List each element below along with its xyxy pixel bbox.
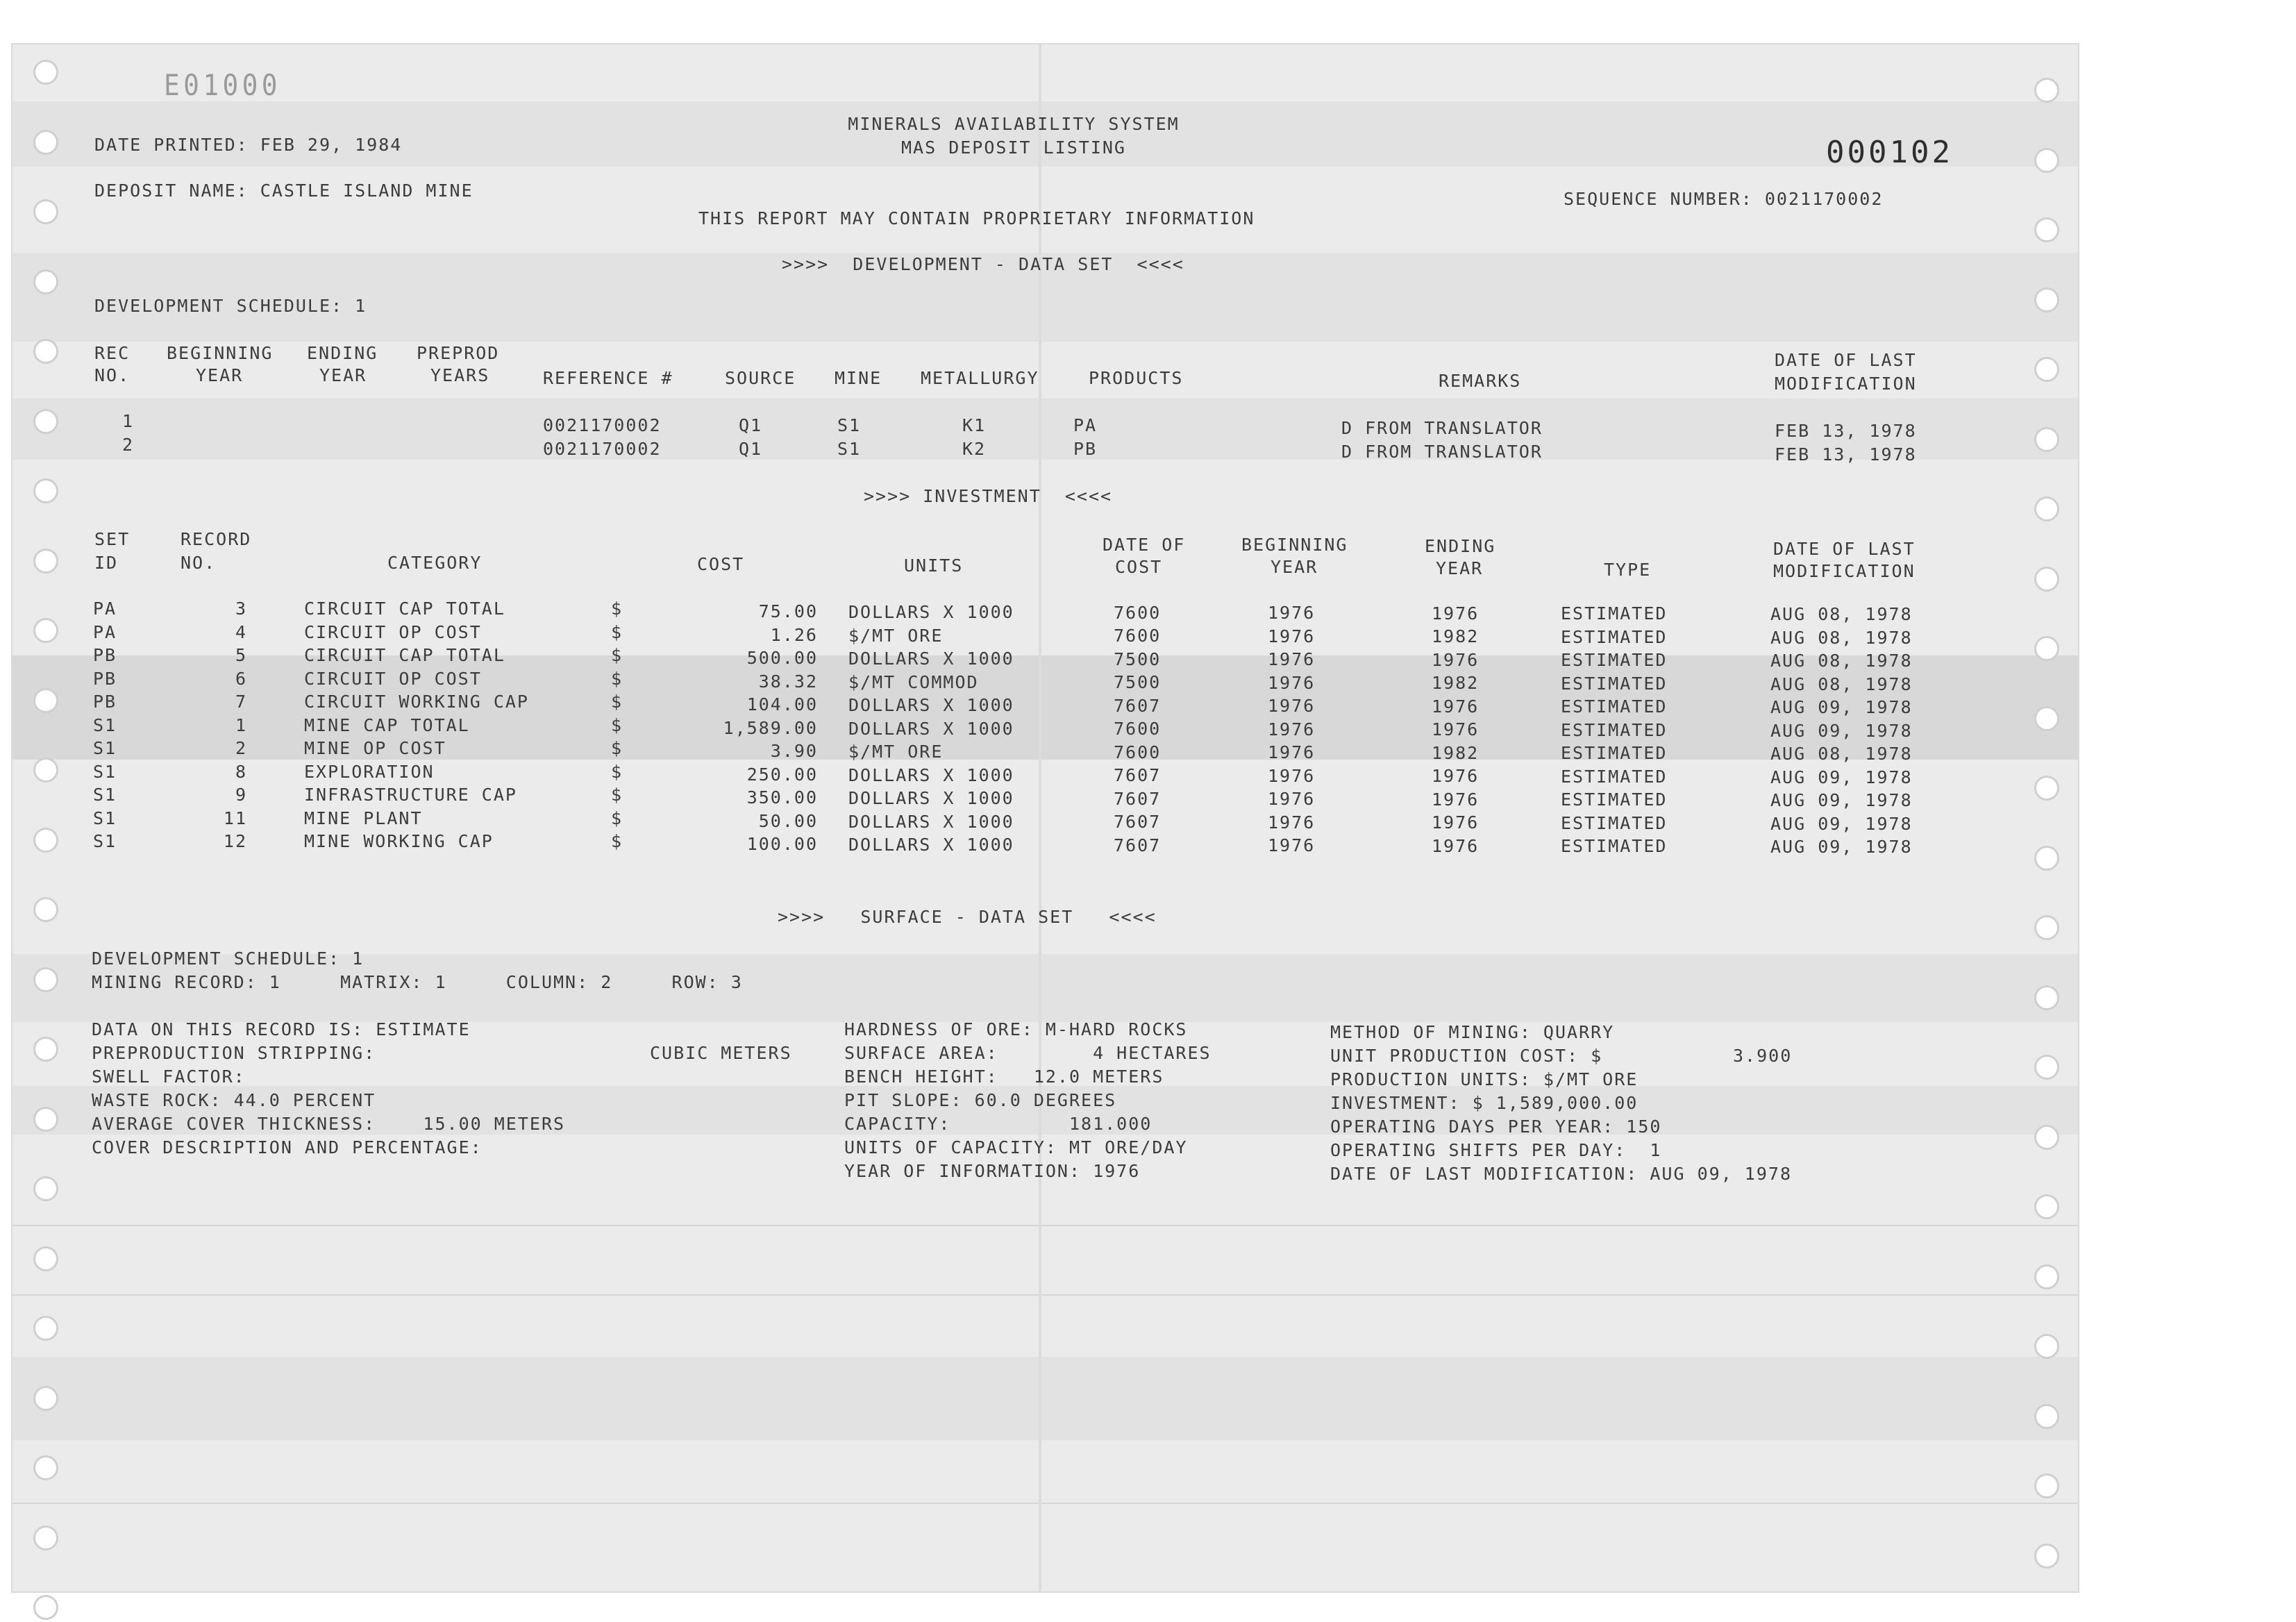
paper-band <box>12 399 2078 460</box>
tractor-hole <box>2034 567 2059 592</box>
dev-modified: FEB 13, 1978 <box>1775 421 1917 441</box>
inv-category: CIRCUIT CAP TOTAL <box>304 645 505 665</box>
sequence-number: SEQUENCE NUMBER: 0021170002 <box>1564 189 1884 209</box>
inv-header-date-of-cost-1: DATE OF <box>1103 535 1186 555</box>
inv-beginning-year: 1976 <box>1268 696 1316 716</box>
tractor-hole <box>2034 148 2059 173</box>
inv-set-id: PA <box>93 599 117 619</box>
stamp-number: E01000 <box>164 68 281 102</box>
inv-type: ESTIMATED <box>1561 650 1668 670</box>
inv-currency: $ <box>611 692 623 712</box>
dev-mine: S1 <box>837 415 862 435</box>
inv-date-of-cost: 7607 <box>1114 789 1162 809</box>
inv-date-of-cost: 7500 <box>1114 649 1162 669</box>
dev-rec-no: 2 <box>122 435 135 455</box>
tractor-hole <box>33 478 58 503</box>
inv-set-id: S1 <box>93 808 117 828</box>
inv-header-date-of-cost-2: COST <box>1115 557 1163 577</box>
inv-date-of-cost: 7500 <box>1114 672 1162 692</box>
inv-set-id: S1 <box>93 715 117 735</box>
dev-products: PB <box>1073 439 1098 459</box>
tractor-hole <box>2034 427 2059 452</box>
inv-type: ESTIMATED <box>1561 696 1668 717</box>
surface-preproduction-stripping: PREPRODUCTION STRIPPING: <box>92 1043 376 1063</box>
tractor-hole <box>33 758 58 783</box>
dev-source: Q1 <box>739 415 763 435</box>
surface-cover-thickness: AVERAGE COVER THICKNESS: 15.00 METERS <box>92 1114 566 1134</box>
inv-cost: 1,589.00 <box>723 718 818 738</box>
inv-units: DOLLARS X 1000 <box>848 602 1014 622</box>
inv-category: MINE WORKING CAP <box>304 831 494 851</box>
tractor-hole <box>33 1107 58 1132</box>
inv-ending-year: 1976 <box>1432 603 1480 624</box>
dev-remarks: D FROM TRANSLATOR <box>1341 442 1543 462</box>
tractor-hole <box>2034 1055 2059 1080</box>
inv-beginning-year: 1976 <box>1268 673 1316 693</box>
surface-cubic-meters: CUBIC METERS <box>650 1043 792 1063</box>
tractor-hole <box>2034 915 2059 940</box>
tractor-hole <box>33 1246 58 1271</box>
inv-header-ending-2: YEAR <box>1436 558 1484 578</box>
inv-beginning-year: 1976 <box>1268 835 1316 855</box>
tractor-hole <box>33 1525 58 1550</box>
inv-category: MINE CAP TOTAL <box>304 715 470 735</box>
inv-record-no: 9 <box>235 785 247 805</box>
inv-currency: $ <box>611 622 623 642</box>
inv-units: DOLLARS X 1000 <box>848 649 1014 669</box>
tractor-hole <box>2034 706 2059 731</box>
dev-reference: 0021170002 <box>543 415 662 435</box>
tractor-hole <box>33 688 58 713</box>
inv-record-no: 3 <box>235 599 247 619</box>
inv-ending-year: 1976 <box>1432 836 1480 856</box>
inv-record-no: 7 <box>235 692 247 712</box>
dev-rec-no: 1 <box>122 411 135 431</box>
surface-method-of-mining: METHOD OF MINING: QUARRY <box>1330 1022 1615 1042</box>
tractor-hole <box>2034 1125 2059 1150</box>
tractor-hole <box>2034 985 2059 1010</box>
inv-header-set-2: ID <box>94 553 119 573</box>
dev-header-modification-2: MODIFICATION <box>1775 374 1917 394</box>
surface-data-estimate: DATA ON THIS RECORD IS: ESTIMATE <box>92 1019 471 1039</box>
inv-record-no: 12 <box>223 831 247 851</box>
inv-modified: AUG 08, 1978 <box>1770 744 1913 764</box>
inv-type: ESTIMATED <box>1561 674 1668 694</box>
inv-modified: AUG 08, 1978 <box>1770 674 1913 694</box>
inv-currency: $ <box>611 669 623 689</box>
dev-mine: S1 <box>837 439 862 459</box>
paper-rule <box>12 1225 2078 1226</box>
dev-header-preprod-2: YEARS <box>430 365 490 385</box>
inv-category: CIRCUIT CAP TOTAL <box>304 599 505 619</box>
inv-modified: AUG 09, 1978 <box>1770 790 1913 810</box>
dev-header-reference: REFERENCE # <box>543 368 673 388</box>
surface-operating-shifts: OPERATING SHIFTS PER DAY: 1 <box>1330 1140 1662 1160</box>
dev-reference: 0021170002 <box>543 439 662 459</box>
inv-currency: $ <box>611 738 623 758</box>
inv-beginning-year: 1976 <box>1268 603 1316 623</box>
dev-header-ending-2: YEAR <box>319 365 367 385</box>
tractor-hole <box>33 1176 58 1201</box>
inv-cost: 104.00 <box>746 694 818 714</box>
inv-header-record-2: NO. <box>181 553 217 573</box>
inv-category: MINE PLANT <box>304 808 423 828</box>
inv-header-category: CATEGORY <box>387 553 483 573</box>
inv-type: ESTIMATED <box>1561 603 1668 624</box>
inv-set-id: PA <box>93 622 117 642</box>
paper-rule <box>12 1294 2078 1296</box>
tractor-hole <box>2034 217 2059 242</box>
inv-date-of-cost: 7600 <box>1114 742 1162 762</box>
inv-header-modification-1: DATE OF LAST <box>1773 539 1916 559</box>
inv-header-beginning-1: BEGINNING <box>1241 535 1348 555</box>
tractor-hole <box>2034 1264 2059 1289</box>
surface-investment: INVESTMENT: $ 1,589,000.00 <box>1330 1093 1639 1113</box>
tractor-hole <box>2034 846 2059 871</box>
inv-units: DOLLARS X 1000 <box>848 835 1014 855</box>
inv-units: DOLLARS X 1000 <box>848 765 1014 785</box>
tractor-hole <box>33 1455 58 1480</box>
inv-header-record-1: RECORD <box>181 529 252 549</box>
surface-area: SURFACE AREA: 4 HECTARES <box>844 1043 1212 1063</box>
inv-modified: AUG 09, 1978 <box>1770 721 1913 741</box>
inv-type: ESTIMATED <box>1561 767 1668 787</box>
dev-header-beginning-1: BEGINNING <box>167 343 274 363</box>
dev-modified: FEB 13, 1978 <box>1775 444 1917 465</box>
inv-header-ending-1: ENDING <box>1425 536 1496 556</box>
tractor-hole <box>2034 636 2059 661</box>
inv-date-of-cost: 7607 <box>1114 835 1162 855</box>
tractor-hole <box>2034 1473 2059 1498</box>
tractor-hole <box>33 828 58 853</box>
surface-date-of-last-modification: DATE OF LAST MODIFICATION: AUG 09, 1978 <box>1330 1164 1792 1184</box>
dev-source: Q1 <box>739 439 763 459</box>
dev-header-modification-1: DATE OF LAST <box>1775 350 1917 370</box>
inv-ending-year: 1982 <box>1432 673 1480 693</box>
inv-category: MINE OP COST <box>304 738 446 758</box>
inv-set-id: S1 <box>93 831 117 851</box>
dev-header-preprod-1: PREPROD <box>417 343 500 363</box>
system-title: MINERALS AVAILABILITY SYSTEM <box>848 114 1180 134</box>
inv-currency: $ <box>611 599 623 619</box>
tractor-hole <box>2034 1404 2059 1429</box>
inv-modified: AUG 09, 1978 <box>1770 697 1913 717</box>
dev-header-beginning-2: YEAR <box>196 365 244 385</box>
inv-cost: 350.00 <box>746 787 818 808</box>
dev-metallurgy: K1 <box>962 415 987 435</box>
tractor-hole <box>33 339 58 364</box>
inv-date-of-cost: 7600 <box>1114 719 1162 739</box>
inv-cost: 50.00 <box>758 811 818 831</box>
inv-header-type: TYPE <box>1604 560 1652 580</box>
inv-category: CIRCUIT OP COST <box>304 669 482 689</box>
inv-set-id: S1 <box>93 738 117 758</box>
tractor-hole <box>33 1316 58 1341</box>
surface-pit-slope: PIT SLOPE: 60.0 DEGREES <box>844 1090 1117 1110</box>
inv-beginning-year: 1976 <box>1268 626 1316 646</box>
paper-band <box>12 1357 2078 1440</box>
inv-category: INFRASTRUCTURE CAP <box>304 785 517 805</box>
inv-category: EXPLORATION <box>304 762 435 782</box>
inv-header-cost: COST <box>697 554 745 574</box>
dev-metallurgy: K2 <box>962 439 987 459</box>
inv-ending-year: 1976 <box>1432 812 1480 833</box>
inv-modified: AUG 08, 1978 <box>1770 604 1913 624</box>
inv-set-id: S1 <box>93 785 117 805</box>
paper-rule <box>12 1503 2078 1504</box>
tractor-hole <box>33 130 58 155</box>
inv-set-id: S1 <box>93 762 117 782</box>
inv-header-set-1: SET <box>94 529 131 549</box>
surface-production-units: PRODUCTION UNITS: $/MT ORE <box>1330 1069 1639 1089</box>
inv-currency: $ <box>611 645 623 665</box>
tractor-hole <box>33 618 58 643</box>
deposit-name: DEPOSIT NAME: CASTLE ISLAND MINE <box>94 181 474 201</box>
surface-operating-days: OPERATING DAYS PER YEAR: 150 <box>1330 1117 1662 1137</box>
tractor-hole <box>2034 357 2059 382</box>
inv-beginning-year: 1976 <box>1268 766 1316 786</box>
surface-capacity: CAPACITY: 181.000 <box>844 1114 1153 1134</box>
inv-date-of-cost: 7607 <box>1114 765 1162 785</box>
inv-beginning-year: 1976 <box>1268 649 1316 669</box>
inv-units: $/MT COMMOD <box>848 672 979 692</box>
development-section-title: >>>> DEVELOPMENT - DATA SET <<<< <box>782 254 1184 274</box>
dev-header-rec-1: REC <box>94 343 131 363</box>
inv-cost: 500.00 <box>746 648 818 668</box>
inv-beginning-year: 1976 <box>1268 789 1316 809</box>
inv-record-no: 6 <box>235 669 247 689</box>
inv-beginning-year: 1976 <box>1268 719 1316 739</box>
inv-header-beginning-2: YEAR <box>1271 557 1318 577</box>
inv-date-of-cost: 7607 <box>1114 696 1162 716</box>
inv-date-of-cost: 7600 <box>1114 626 1162 646</box>
inv-cost: 250.00 <box>746 764 818 785</box>
tractor-hole <box>33 1037 58 1062</box>
inv-beginning-year: 1976 <box>1268 812 1316 833</box>
dev-remarks: D FROM TRANSLATOR <box>1341 418 1543 438</box>
dev-products: PA <box>1073 415 1098 435</box>
inv-record-no: 2 <box>235 738 247 758</box>
development-schedule: DEVELOPMENT SCHEDULE: 1 <box>94 296 367 316</box>
inv-units: DOLLARS X 1000 <box>848 788 1014 808</box>
inv-modified: AUG 09, 1978 <box>1770 814 1913 834</box>
dev-header-remarks: REMARKS <box>1439 371 1522 391</box>
surface-units-of-capacity: UNITS OF CAPACITY: MT ORE/DAY <box>844 1137 1188 1157</box>
surface-swell-factor: SWELL FACTOR: <box>92 1067 246 1087</box>
surface-hardness: HARDNESS OF ORE: M-HARD ROCKS <box>844 1019 1188 1039</box>
dev-header-ending-1: ENDING <box>307 343 378 363</box>
inv-units: DOLLARS X 1000 <box>848 812 1014 832</box>
dev-header-products: PRODUCTS <box>1089 368 1184 388</box>
inv-currency: $ <box>611 762 623 782</box>
inv-record-no: 1 <box>235 715 247 735</box>
surface-waste-rock: WASTE ROCK: 44.0 PERCENT <box>92 1090 376 1110</box>
dev-header-rec-2: NO. <box>94 365 131 385</box>
inv-cost: 1.26 <box>770 625 818 645</box>
tractor-hole <box>33 199 58 224</box>
inv-set-id: PB <box>93 669 117 689</box>
tractor-hole <box>2034 1544 2059 1569</box>
inv-currency: $ <box>611 715 623 735</box>
inv-units: DOLLARS X 1000 <box>848 719 1014 739</box>
inv-currency: $ <box>611 831 623 851</box>
inv-ending-year: 1976 <box>1432 650 1480 670</box>
inv-record-no: 8 <box>235 762 247 782</box>
inv-modified: AUG 09, 1978 <box>1770 767 1913 787</box>
inv-units: $/MT ORE <box>848 626 944 646</box>
inv-cost: 100.00 <box>746 834 818 854</box>
inv-category: CIRCUIT WORKING CAP <box>304 692 529 712</box>
inv-cost: 75.00 <box>758 601 818 621</box>
inv-type: ESTIMATED <box>1561 720 1668 740</box>
tractor-hole <box>2034 496 2059 521</box>
tractor-hole <box>33 897 58 922</box>
page-number: 000102 <box>1826 135 1953 170</box>
tractor-hole <box>33 1595 58 1620</box>
listing-title: MAS DEPOSIT LISTING <box>901 137 1126 158</box>
surface-section-title: >>>> SURFACE - DATA SET <<<< <box>778 907 1157 927</box>
surface-bench-height: BENCH HEIGHT: 12.0 METERS <box>844 1067 1164 1087</box>
tractor-hole <box>33 269 58 294</box>
inv-date-of-cost: 7600 <box>1114 603 1162 623</box>
inv-date-of-cost: 7607 <box>1114 812 1162 832</box>
inv-type: ESTIMATED <box>1561 789 1668 810</box>
surface-cover-description: COVER DESCRIPTION AND PERCENTAGE: <box>92 1137 483 1157</box>
inv-ending-year: 1982 <box>1432 626 1480 646</box>
inv-ending-year: 1976 <box>1432 696 1480 717</box>
inv-ending-year: 1976 <box>1432 719 1480 739</box>
inv-units: DOLLARS X 1000 <box>848 695 1014 715</box>
tractor-hole <box>33 60 58 85</box>
tractor-hole <box>33 1386 58 1411</box>
dev-header-mine: MINE <box>835 368 882 388</box>
inv-type: ESTIMATED <box>1561 836 1668 856</box>
investment-section-title: >>>> INVESTMENT <<<< <box>864 486 1113 506</box>
inv-type: ESTIMATED <box>1561 743 1668 763</box>
surface-unit-production-cost: UNIT PRODUCTION COST: $ <box>1330 1046 1603 1066</box>
inv-cost: 38.32 <box>758 671 818 692</box>
inv-beginning-year: 1976 <box>1268 742 1316 762</box>
inv-type: ESTIMATED <box>1561 627 1668 647</box>
tractor-hole <box>2034 78 2059 103</box>
inv-currency: $ <box>611 808 623 828</box>
dev-header-source: SOURCE <box>725 368 796 388</box>
tractor-hole <box>33 967 58 992</box>
inv-cost: 3.90 <box>770 741 818 761</box>
surface-schedule: DEVELOPMENT SCHEDULE: 1 <box>92 948 364 969</box>
inv-modified: AUG 08, 1978 <box>1770 628 1913 648</box>
tractor-hole <box>2034 1334 2059 1359</box>
surface-record-line: MINING RECORD: 1 MATRIX: 1 COLUMN: 2 ROW: 3 <box>92 972 743 992</box>
inv-units: $/MT ORE <box>848 742 944 762</box>
surface-year-of-information: YEAR OF INFORMATION: 1976 <box>844 1161 1141 1181</box>
inv-ending-year: 1982 <box>1432 743 1480 763</box>
date-printed: DATE PRINTED: FEB 29, 1984 <box>94 135 403 155</box>
inv-record-no: 5 <box>235 645 247 665</box>
inv-type: ESTIMATED <box>1561 813 1668 833</box>
tractor-hole <box>33 549 58 574</box>
proprietary-notice: THIS REPORT MAY CONTAIN PROPRIETARY INFORMATION <box>698 208 1255 228</box>
inv-header-modification-2: MODIFICATION <box>1773 561 1916 581</box>
tractor-hole <box>2034 287 2059 312</box>
tractor-hole <box>33 409 58 434</box>
inv-header-units: UNITS <box>904 555 964 576</box>
inv-ending-year: 1976 <box>1432 766 1480 786</box>
surface-unit-cost-value: 3.900 <box>1733 1046 1793 1066</box>
inv-ending-year: 1976 <box>1432 789 1480 810</box>
inv-currency: $ <box>611 785 623 805</box>
inv-modified: AUG 09, 1978 <box>1770 837 1913 857</box>
inv-set-id: PB <box>93 645 117 665</box>
inv-record-no: 11 <box>223 808 247 828</box>
inv-record-no: 4 <box>235 622 247 642</box>
page-fold <box>1039 44 1041 1591</box>
dev-header-metallurgy: METALLURGY <box>921 368 1039 388</box>
inv-modified: AUG 08, 1978 <box>1770 651 1913 671</box>
tractor-hole <box>2034 776 2059 801</box>
inv-set-id: PB <box>93 692 117 712</box>
inv-category: CIRCUIT OP COST <box>304 622 482 642</box>
tractor-hole <box>2034 1194 2059 1219</box>
